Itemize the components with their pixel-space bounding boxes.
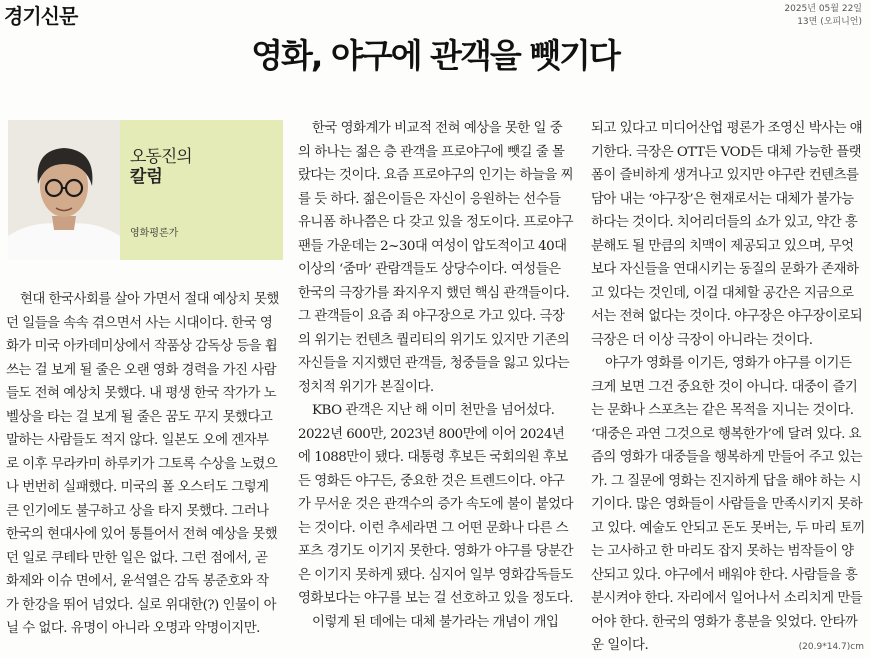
- paragraph: 현대 한국사회를 살아 가면서 절대 예상치 못했던 일들을 속속 겪으면서 사는 시대이다. 한국 영화가 미국 아카데미상에서 작품상 감독상 등을 휩쓰는 걸 보게 될 줄은 오랜 영화 경력을 가진 사람들도 전혀 예상치 못했다. 내 평생 한국 작가가 노벨상을 타는 걸 보게 될 줄은 꿈도 꾸지 못했다고 말하는 사람들도 적지 않다. 일본도 오에 겐자부로 이후 무라카미 하루키가 그토록 수상을 노렸으나 번번히 실패했다. 미국의 폴 오스터도 그렇게 큰 인기에도 불구하고 상을 타지 못했다. 그러나 한국의 현대사에 있어 통틀어서 전혀 예상을 못했던 일로 쿠테타 만한 일은 없다. 그런 점에서, 곧 화제와 이슈 면에서, 윤석열은 감독 봉준호와 작가 한강을 뛰어 넘었다. 실로 위대한(?) 인물이 아닐 수 없다. 유명이 아니라 오명과 악명이지만.: [6, 292, 279, 636]
- paragraph: KBO 관객은 지난 해 이미 천만을 넘어섰다. 2022년 600만, 2023년 800만에 이어 2024년에 1088만이 됐다. 대통령 후보든 국회의원 후보든 영화든 야구든, 중요한 것은 트렌드이다. 야구가 무서운 것은 관객수의 증가 속도에 불이 붙었다는 것이다. 이런 추세라면 그 어떤 문화나 다른 스포츠 경기도 이기지 못한다. 영화가 야구를 당분간은 이기지 못하게 됐다. 심지어 일부 영화감독들도 영화보다는 야구를 보는 걸 선호하고 있을 정도다.: [298, 403, 574, 606]
- columnist-profile-box: [8, 120, 283, 260]
- columnist-name: 오동진의: [130, 147, 192, 167]
- column-label: 칼럼: [130, 167, 163, 187]
- newspaper-masthead: 경기신문: [4, 4, 78, 28]
- paragraph: 야구가 영화를 이기든, 영화가 야구를 이기든 크게 보면 그건 중요한 것이 아니다. 대중이 즐기는 문화나 스포츠는 같은 목적을 지니는 것이다. ‘대중은 과연 그것으로 행복한가’에 달려 있다. 요즘의 영화가 대중들을 행복하게 만들어 주고 있는가. 그 질문에 영화는 진지하게 답을 해야 하는 시기이다. 많은 영화들이 사람들을 만족시키지 못하고 있다. 예술도 안되고 돈도 못버는, 두 마리 토끼는 고사하고 한 마리도 잡지 못하는 범작들이 양산되고 있다. 야구에서 배워야 한다. 사람들을 흥분시켜야 한다. 자리에서 일어나서 소리치게 만들어야 한다. 한국의 영화가 흥분을 잊었다. 안타까운 일이다.: [591, 356, 865, 653]
- issue-date: 2025년 05월 22일: [784, 4, 862, 14]
- columnist-role: 영화평론가: [130, 228, 179, 239]
- paragraph: 한국 영화계가 비교적 전혀 예상을 못한 일 중의 하나는 젊은 층 관객을 프로야구에 뺏길 줄 몰랐다는 것이다. 요즘 프로야구의 인기는 하늘을 찌를 듯 하다. 젊은이들은 자신이 응원하는 선수들 유니폼 하나쯤은 다 갖고 있을 정도이다. 프로야구 팬들 가운데는 2~30대 여성이 압도적이고 40대 이상의 ‘줌마’ 관람객들도 상당수이다. 여성들은 한국의 극장가를 좌지우지 했던 핵심 관객들이다. 그 관객들이 요즘 죄 야구장으로 가고 있다. 극장의 위기는 컨텐츠 퀄리티의 위기도 있지만 기존의 자신들을 지지했던 관객들, 청중들을 잃고 있다는 정치적 위기가 본질이다.: [298, 121, 574, 395]
- article-column-1: [6, 288, 280, 641]
- paragraph: 이렇게 된 데에는 대체 불가라는 개념이 개입: [312, 614, 559, 630]
- article-headline: 영화, 야구에 관객을 뺏기다: [251, 36, 619, 75]
- issue-meta: [784, 3, 862, 29]
- article-column-2: [298, 117, 574, 634]
- clipping-size-note: (20.9*14.7)cm: [798, 642, 864, 652]
- columnist-photo: [8, 120, 120, 260]
- article-column-3: [591, 117, 865, 658]
- page-section: 13면 (오피니언): [797, 17, 862, 27]
- paragraph: 되고 있다고 미디어산업 평론가 조영신 박사는 얘기한다. 극장은 OTT든 VOD든 대체 가능한 플랫폼이 즐비하게 생겨나고 있지만 야구란 컨텐츠를 담아 내는 ‘야구장’은 현재로서는 대체가 불가능하다는 것이다. 치어리더들의 쇼가 있고, 약간 흥분해도 될 만큼의 치맥이 제공되고 있으며, 무엇보다 자신들을 연대시키는 동질의 문화가 존재하고 있다는 것인데, 이걸 대체할 공간은 지금으로서는 전혀 없다는 것이다. 야구장은 야구장이로되 극장은 더 이상 극장이 아니라는 것이다.: [591, 121, 863, 348]
